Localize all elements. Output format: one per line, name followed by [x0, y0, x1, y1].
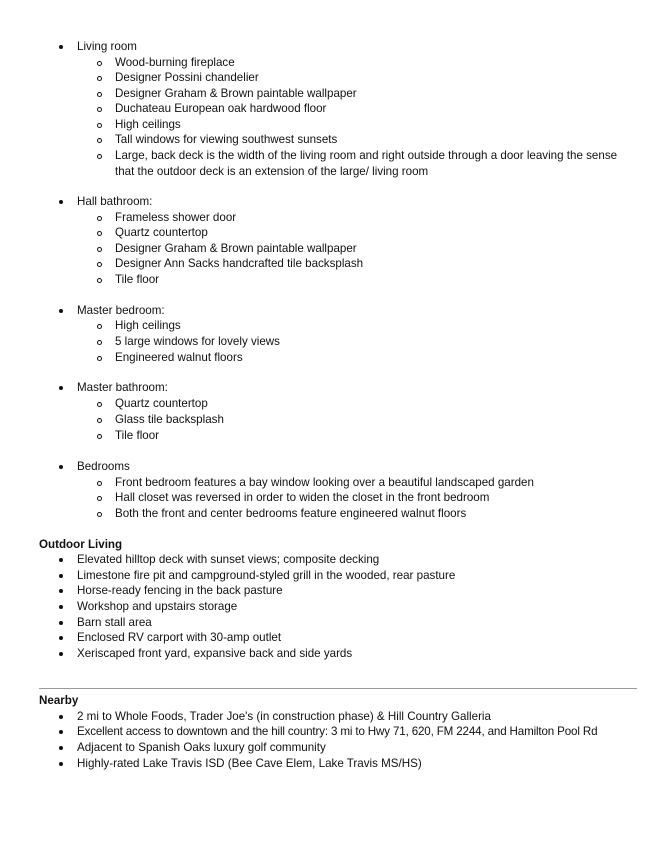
section-divider: [39, 688, 637, 689]
bullet-dot-icon: [59, 386, 63, 390]
list-item: Adjacent to Spanish Oaks luxury golf community: [77, 740, 326, 756]
bedrooms-title: Bedrooms: [77, 459, 130, 475]
list-item: Highly-rated Lake Travis ISD (Bee Cave Elem, Lake Travis MS/HS): [77, 756, 422, 772]
master-bathroom-title: Master bathroom:: [77, 380, 168, 396]
bullet-dot-icon: [59, 746, 63, 750]
bullet-circle-icon: [97, 138, 102, 143]
master-bedroom-title: Master bedroom:: [77, 303, 165, 319]
hall-bathroom-title: Hall bathroom:: [77, 194, 152, 210]
bullet-circle-icon: [97, 278, 102, 283]
list-item: Quartz countertop: [115, 396, 208, 412]
bullet-circle-icon: [97, 340, 102, 345]
bullet-dot-icon: [59, 652, 63, 656]
bullet-circle-icon: [97, 154, 102, 159]
bullet-dot-icon: [59, 309, 63, 313]
list-item: Both the front and center bedrooms feature engineered walnut floors: [115, 506, 466, 522]
list-item: Tile floor: [115, 272, 159, 288]
bullet-dot-icon: [59, 715, 63, 719]
bullet-circle-icon: [97, 107, 102, 112]
list-item: 5 large windows for lovely views: [115, 334, 280, 350]
list-item: Glass tile backsplash: [115, 412, 224, 428]
bullet-circle-icon: [97, 123, 102, 128]
bullet-dot-icon: [59, 465, 63, 469]
bullet-circle-icon: [97, 512, 102, 517]
list-item: Horse-ready fencing in the back pasture: [77, 583, 283, 599]
bullet-circle-icon: [97, 262, 102, 267]
bullet-circle-icon: [97, 92, 102, 97]
list-item: Xeriscaped front yard, expansive back and side yards: [77, 646, 352, 662]
bullet-dot-icon: [59, 730, 63, 734]
list-item: Workshop and upstairs storage: [77, 599, 237, 615]
bullet-circle-icon: [97, 402, 102, 407]
nearby-heading: Nearby: [39, 694, 79, 707]
list-item: Engineered walnut floors: [115, 350, 243, 366]
list-item: Designer Ann Sacks handcrafted tile backsplash: [115, 256, 363, 272]
list-item: Designer Graham & Brown paintable wallpaper: [115, 86, 357, 102]
list-item: Elevated hilltop deck with sunset views; composite decking: [77, 552, 379, 568]
list-item: High ceilings: [115, 318, 181, 334]
bullet-circle-icon: [97, 216, 102, 221]
list-item: Enclosed RV carport with 30-amp outlet: [77, 630, 281, 646]
list-item: Excellent access to downtown and the hill country: 3 mi to Hwy 71, 620, FM 2244, and Hamilton Pool Rd: [77, 724, 597, 740]
bullet-dot-icon: [59, 45, 63, 49]
bullet-circle-icon: [97, 496, 102, 501]
list-item: Large, back deck is the width of the living room and right outside through a door leaving the sense: [115, 148, 617, 164]
bullet-circle-icon: [97, 76, 102, 81]
list-item: Tile floor: [115, 428, 159, 444]
bullet-dot-icon: [59, 621, 63, 625]
list-item: Frameless shower door: [115, 210, 236, 226]
list-item: Hall closet was reversed in order to widen the closet in the front bedroom: [115, 490, 489, 506]
bullet-dot-icon: [59, 574, 63, 578]
list-item-continuation: that the outdoor deck is an extension of the large/ living room: [115, 165, 429, 178]
bullet-dot-icon: [59, 558, 63, 562]
bullet-dot-icon: [59, 589, 63, 593]
bullet-circle-icon: [97, 231, 102, 236]
bullet-circle-icon: [97, 247, 102, 252]
list-item: Duchateau European oak hardwood floor: [115, 101, 326, 117]
bullet-circle-icon: [97, 61, 102, 66]
bullet-dot-icon: [59, 762, 63, 766]
bullet-circle-icon: [97, 324, 102, 329]
list-item: Limestone fire pit and campground-styled grill in the wooded, rear pasture: [77, 568, 455, 584]
bullet-circle-icon: [97, 434, 102, 439]
bullet-dot-icon: [59, 200, 63, 204]
list-item: Wood-burning fireplace: [115, 55, 235, 71]
outdoor-living-heading: Outdoor Living: [39, 538, 123, 551]
bullet-dot-icon: [59, 605, 63, 609]
bullet-circle-icon: [97, 356, 102, 361]
bullet-dot-icon: [59, 636, 63, 640]
living-room-title: Living room: [77, 39, 137, 55]
bullet-circle-icon: [97, 481, 102, 486]
list-item: High ceilings: [115, 117, 181, 133]
list-item: Designer Possini chandelier: [115, 70, 259, 86]
list-item: Designer Graham & Brown paintable wallpaper: [115, 241, 357, 257]
list-item: Tall windows for viewing southwest sunsets: [115, 132, 337, 148]
list-item: Barn stall area: [77, 615, 152, 631]
list-item: Front bedroom features a bay window looking over a beautiful landscaped garden: [115, 475, 534, 491]
list-item: 2 mi to Whole Foods, Trader Joe's (in construction phase) & Hill Country Galleria: [77, 709, 491, 725]
list-item: Quartz countertop: [115, 225, 208, 241]
bullet-circle-icon: [97, 418, 102, 423]
